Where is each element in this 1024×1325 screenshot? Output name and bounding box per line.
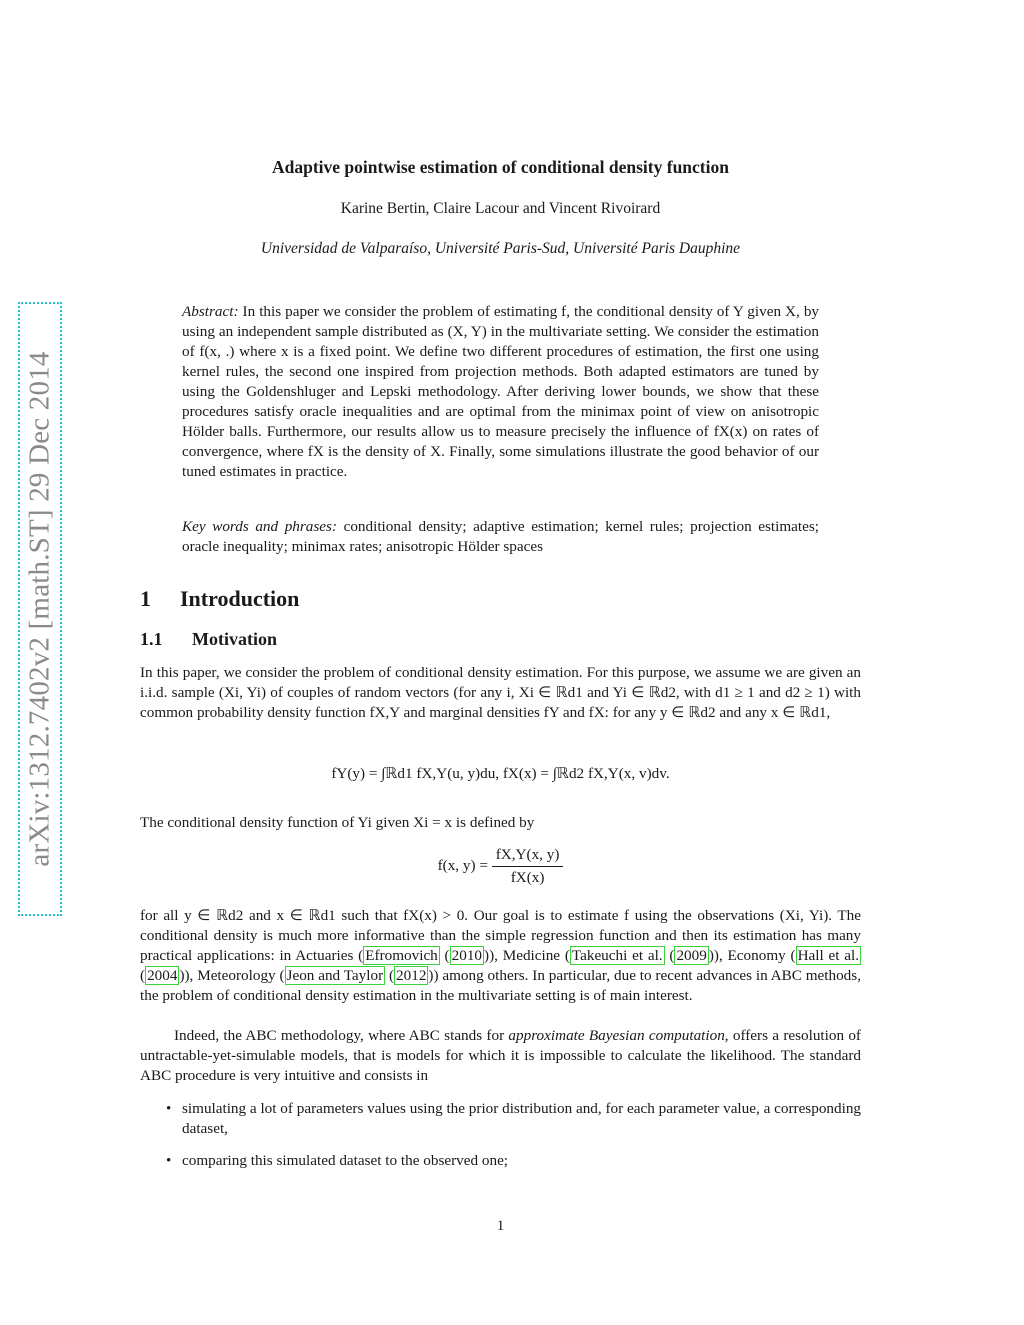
subsection-number: 1.1 [140, 629, 163, 649]
abstract-text: In this paper we consider the problem of estimating f, the conditional density of Y given X, by using an independent sample distributed as (X, Y) in the multivariate setting. We consider the estimation of f(x, .) where x is a fixed point. We define two different procedures of estimation, the first one using kernel rules, the second one inspired from projection methods. Both adapted estimators are tuned by using the Goldenshluger and Lepski methodology. After deriving lower bounds, we show that these procedures satisfy oracle inequalities and are optimal from the minimax point of view on anisotropic Hölder balls. Furthermore, our results allow us to measure precisely the influence of fX(x) on rates of convergence, where fX is the density of X. Finally, some simulations illustrate the good behavior of our tuned estimates in practice. [182, 303, 820, 480]
equation-marginals: fY(y) = ∫ℝd1 fX,Y(u, y)du, fX(x) = ∫ℝd2 fX,Y(x, v)dv. [331, 765, 670, 782]
citation-link[interactable]: Hall et al. [797, 947, 860, 964]
equation-numerator: fX,Y(x, y) [492, 846, 564, 867]
equation-fraction [492, 846, 564, 887]
intro-paragraph-2: The conditional density function of Yi given Xi = x is defined by [140, 814, 535, 831]
section-title: Introduction [180, 586, 300, 611]
citation-year-link[interactable]: 2012 [396, 967, 427, 984]
keywords [182, 517, 819, 557]
arxiv-stamp [0, 0, 66, 1325]
citation-year-link[interactable]: 2010 [451, 947, 482, 964]
paper-authors: Karine Bertin, Claire Lacour and Vincent Rivoirard [340, 200, 661, 217]
abstract [182, 302, 819, 482]
list-item: • comparing this simulated dataset to the observed one; [164, 1151, 861, 1171]
citation-link[interactable]: Efromovich [365, 947, 438, 964]
paper-affiliations: Universidad de Valparaíso, Université Paris-Sud, Université Paris Dauphine [260, 240, 741, 257]
equation-denominator: fX(x) [510, 869, 545, 886]
citation-year-link[interactable]: 2009 [676, 947, 707, 964]
list-item: • simulating a lot of parameters values using the prior distribution and, for each parameter value, a corresponding dataset, [164, 1099, 861, 1139]
para3-text-after: ) among others. In particular, due to recent advances in ABC methods, the problem of conditional density estimation in the multivariate setting is of main interest. [140, 967, 861, 1004]
bullet-list [164, 1099, 861, 1171]
abstract-label: Abstract: [182, 303, 239, 320]
para3-text-before: for all y ∈ ℝd2 and x ∈ ℝd1 such that fX(x) > 0. Our goal is to estimate f using the observations (Xi, Yi). The conditional density is much more informative than the simple regression function and then its estimation has many practical applications: in Actuaries ( [140, 907, 861, 964]
subsection-heading [140, 629, 277, 650]
para3-text-mid2: ), Economy ( [713, 947, 796, 964]
para4-text-before: Indeed, the ABC methodology, where ABC stands for [174, 1027, 509, 1044]
equation-lhs: f(x, y) = [437, 856, 488, 874]
intro-paragraph-3: for all y ∈ ℝd2 and x ∈ ℝd1 such that fX(x) > 0. Our goal is to estimate f using the observations (Xi, Yi). The conditional density is much more informative than the simple regression function and then its estimation has many practical applications: in Actuaries ( Efromovich ( 2010 )), Medicine ( Takeuchi et al. ( 2009 )), Economy ( Hall et al. ( 2004 )), Meteorology ( Jeon and Taylor ( 2012 )) among others. In particular, due to recent advances in ABC methods, the problem of conditional density estimation in the multivariate setting is of main interest. [140, 907, 861, 1004]
section-number: 1 [140, 586, 151, 611]
arxiv-stamp-text: arXiv:1312.7402v2 [math.ST] 29 Dec 2014 [23, 351, 56, 867]
citation-year-link[interactable]: 2004 [147, 967, 178, 984]
intro-paragraph-4 [140, 1026, 861, 1086]
keywords-text: conditional density; adaptive estimation; kernel rules; projection estimates; oracle inequality; minimax rates; anisotropic Hölder spaces [182, 518, 819, 555]
section-heading [140, 586, 299, 612]
citation-link[interactable]: Takeuchi et al. [571, 947, 663, 964]
para4-text-after: , offers a resolution of untractable-yet-simulable models, that is models for which it is impossible to calculate the likelihood. The standard ABC procedure is very intuitive and consists in [140, 1027, 861, 1084]
paper-title: Adaptive pointwise estimation of conditional density function [272, 157, 729, 177]
citation-link[interactable]: Jeon and Taylor [286, 967, 384, 984]
para3-text-mid3: ), Meteorology ( [184, 967, 285, 984]
para3-text-mid1: ), Medicine ( [489, 947, 570, 964]
page-number: 1 [496, 1217, 505, 1234]
equation-conditional-density [140, 846, 861, 887]
intro-paragraph-1: In this paper, we consider the problem of conditional density estimation. For this purpose, we assume we are given an i.i.d. sample (Xi, Yi) of couples of random vectors (for any i, Xi ∈ ℝd1 and Yi ∈ ℝd2, with d1 ≥ 1 and d2 ≥ 1) with common probability density function fX,Y and marginal densities fY and fX: for any y ∈ ℝd2 and any x ∈ ℝd1, [140, 664, 861, 721]
para4-emphasis: approximate Bayesian computation [508, 1027, 725, 1044]
keywords-label: Key words and phrases: [182, 518, 338, 535]
subsection-title: Motivation [192, 629, 277, 649]
